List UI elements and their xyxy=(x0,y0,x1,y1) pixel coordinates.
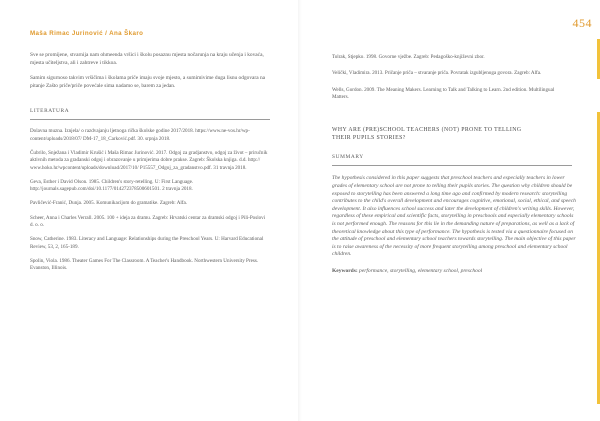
body-paragraph: Samim sigurnoso takvim vršičima i školama priče imaju svoje mjesto, a sumimivime duga lisnu odgovara na pitanje Zašto priče/priče povećale sima nadamo se, barem za jedan. xyxy=(30,75,266,89)
reference-item: Geva, Esther i David Olson. 1985. Children's story-retelling. U: First Language. http://journals.sagepub.com/doi/10.1177/014272378500601501. 2 travnja 2018. xyxy=(30,178,194,193)
left-column xyxy=(30,30,270,280)
right-page xyxy=(300,0,600,421)
reference-item: Spolin, Viola. 1986. Theater Games For The Classroom. A Teacher's Handbook. Northwestern University Press. Evanston, Illinois. xyxy=(30,257,259,272)
body-paragraph: Sve se promijene, stvarnija nam ohmeenda vršici i školu posaznu mjesta nočarunja na kraju učenja i kovaća, mjesta učiteljstvа, ali i zahtreve i tikkoa. xyxy=(30,52,264,66)
keywords-text: performance, storytelling, elementary school, preschool xyxy=(359,267,483,274)
article-title: WHY ARE (PRE)SCHOOL TEACHERS (NOT) PRONE TO TELLING THEIR PUPILS STORIES? xyxy=(332,127,522,141)
abstract-text: The hypothesis considered in this paper suggests that preschool teachers and especially teachers in lower grades of elementary school are not prone to telling their pupils stories. The question why children should be exposed to storytelling has been answered a long time ago and confirmed by modern research: storytelling contributes to the child's overall development and encourages cognitive, emotional, social, ethical, and speech development. It also influences school success and later the development of children's writing skills. However, regardless of these empirical and scientific facts, storytelling in preschools and especially elementary schools is not performed enough. The reasons for this lie in the demanding nature of preparations, as well as a lack of theoretical knowledge about this type of performance. The hypothesis is tested via a questionnaire focused on the attitude of preschool and elementary school teachers towards storytelling. The main objective of this paper is to raise awareness of the necessity of more frequent storytelling among preschool and elementary school children. xyxy=(332,175,576,258)
reference-item: Pavličević-Franić, Dunja. 2005. Komunikacijom do gramatike. Zagreb: Alfa. xyxy=(30,200,188,207)
reference-item: Čubrilo, Snježana i Vladimir Krušić i Maša Rimac Jurinović. 2017. Odgoj za gradjanstvo, odgoj za život – priručnik aktivnih metoda za građanski odgoj i obrazovanje u primjerima dobre prakse. Zagreb: Školska knjiga. d.d. http:// www.hoko.hr/wpcontent/uploads/download/2017/10/ P15557_Odgoj_za_gradanstvo.pdf. 31 travnja 2018. xyxy=(30,149,268,171)
references-list xyxy=(30,128,270,272)
right-column xyxy=(332,30,576,276)
keywords-label: Keywords: xyxy=(332,267,358,274)
reference-item: Velički, Vladimira. 2013. Pričanje priča – stvaranje priča. Povratak izgubljenoga govora. Zagreb: Alfa. xyxy=(332,70,542,77)
reference-item: Scheer, Anna i Charles Verrall. 2005. 100 + ideja za dramu. Zagreb: Hrvatski centar za dramski odgoj i Pili-Poslovi d. o. o. xyxy=(30,214,266,229)
references-list-continued xyxy=(332,54,572,101)
summary-heading: SUMMARY xyxy=(332,154,572,166)
reference-item: Wells, Gordon. 2009. The Meaning Makers. Learning to Talk and Talking to Learn. 2nd edition. Multilingual Matters. xyxy=(332,86,555,100)
keywords xyxy=(332,268,572,276)
reference-item: Snow, Catherine. 1983. Literacy and Language: Relationships during the Preschool Years. U: Harvard Educational Review, 53, 2, 165-189. xyxy=(30,236,264,250)
reference-item: Dolavna muzna. Iznjela/ o razdvajanju ljetnoga rička školske godine 2017/2018. https://www.ne-vos.hr/wp-content/uploads/2018/07/ DM-17_18_Carković.pdf. 30. srpnja 2018. xyxy=(30,128,250,142)
references-heading: LITERATURA xyxy=(30,108,270,120)
page-number: 454 xyxy=(572,16,592,30)
running-head: Maša Rimac Jurinović / Ana Škaro xyxy=(30,30,144,37)
reference-item: Tolrak, Stjepko. 1998. Govorne vježbe. Zagreb: Pedagoško-književni zbor. xyxy=(332,54,485,60)
